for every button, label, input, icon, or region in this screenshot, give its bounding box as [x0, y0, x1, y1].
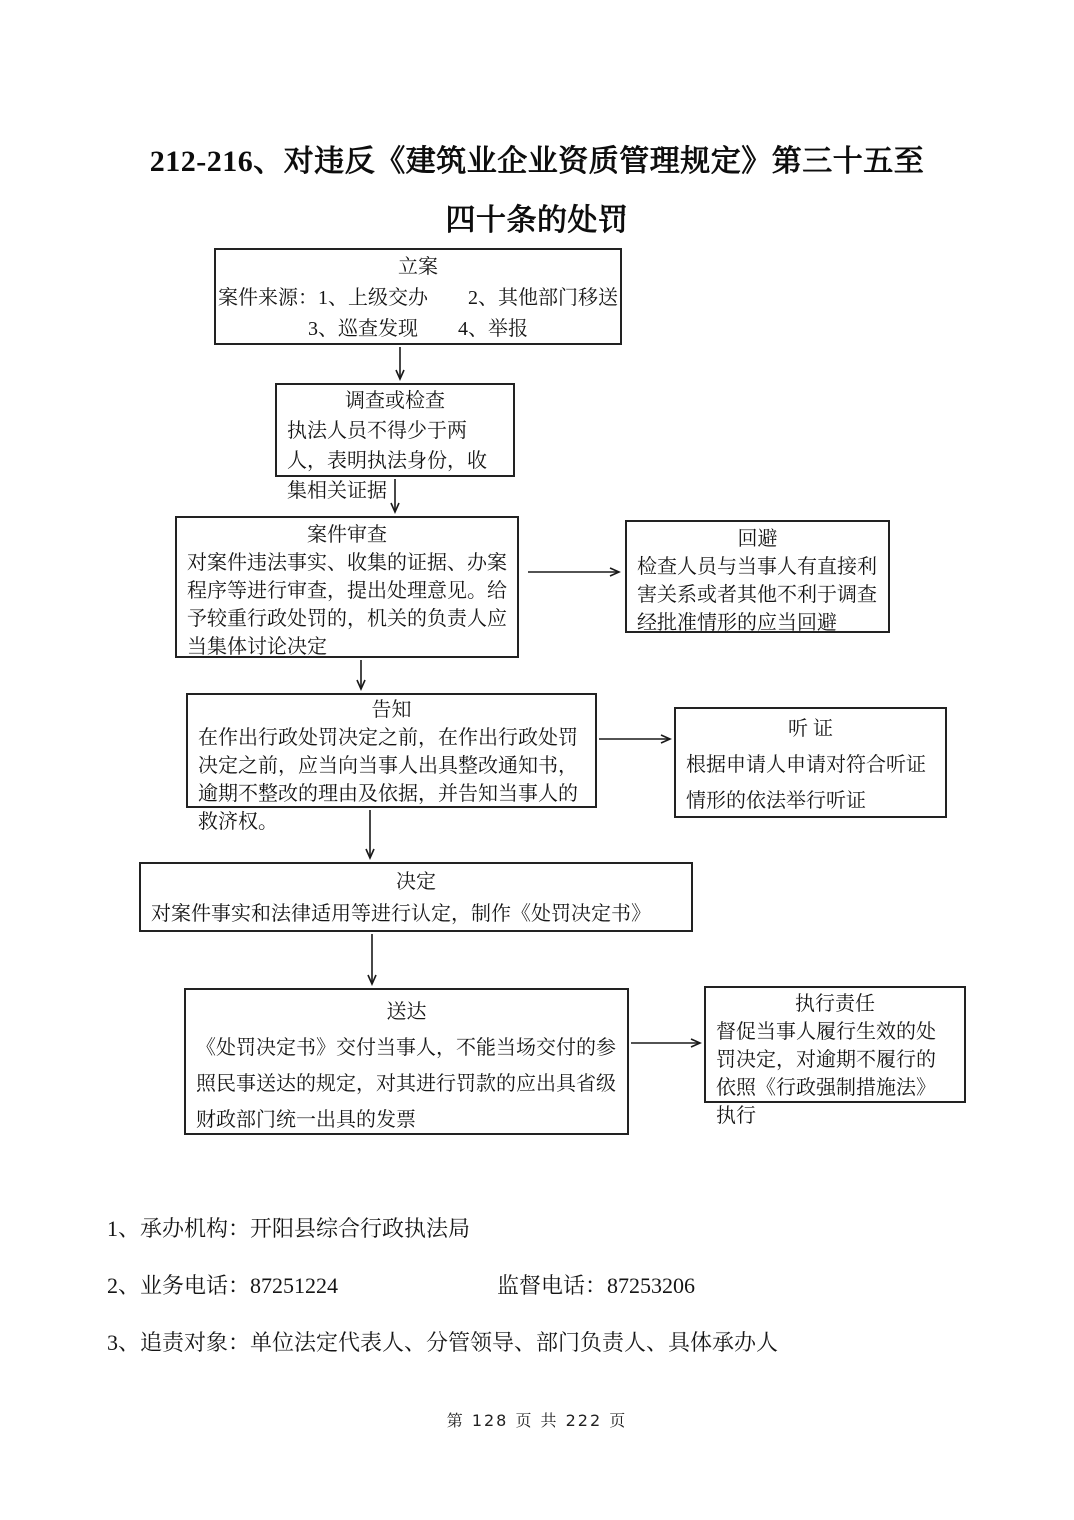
flow-box-line: 案件来源：1、上级交办 2、其他部门移送 — [218, 287, 618, 309]
note-text: 3、追责对象：单位法定代表人、分管领导、部门负责人、具体承办人 — [107, 1330, 779, 1355]
flow-box-title: 听 证 — [788, 718, 833, 740]
flow-box-body: 根据申请人申请对符合听证情形的依法举行听证 — [686, 754, 926, 812]
note-handling-agency — [107, 1214, 1007, 1271]
flow-box-notification — [186, 693, 597, 833]
flow-box-title: 执行责任 — [795, 993, 875, 1015]
note-text: 1、承办机构：开阳县综合行政执法局 — [107, 1216, 471, 1241]
flow-box-body: 督促当事人履行生效的处罚决定，对逾期不履行的依照《行政强制措施法》执行 — [716, 1021, 936, 1127]
flow-box-hearing — [674, 707, 947, 818]
page-title-line2: 四十条的处罚 — [445, 204, 629, 237]
page-title — [0, 132, 1074, 250]
flow-box-body: 对案件违法事实、收集的证据、办案程序等进行审查，提出处理意见。给予较重行政处罚的，机关的负责人应当集体讨论决定 — [187, 552, 507, 658]
flow-box-decision — [139, 862, 693, 932]
flow-box-body: 检查人员与当事人有直接利害关系或者其他不利于调查经批准情形的应当回避 — [637, 556, 877, 634]
footnotes — [107, 1214, 1007, 1385]
note-business-phone: 2、业务电话：87251224 — [107, 1273, 339, 1298]
flow-box-title: 送达 — [386, 1001, 427, 1023]
flow-box-enforcement-duty — [704, 986, 966, 1127]
flow-box-body: 《处罚决定书》交付当事人，不能当场交付的参照民事送达的规定，对其进行罚款的应出具省级财政部门统一出具的发票 — [196, 1037, 616, 1131]
flow-box-title: 决定 — [396, 871, 436, 893]
page-number: 第 128 页 共 222 页 — [446, 1411, 628, 1430]
note-phones — [107, 1271, 1007, 1328]
flow-box-delivery — [184, 988, 629, 1135]
flow-box-title: 回避 — [737, 528, 778, 550]
flow-box-title: 调查或检查 — [345, 390, 445, 412]
page-title-line1: 212-216、对违反《建筑业企业资质管理规定》第三十五至 — [149, 145, 925, 178]
flow-box-investigation — [275, 383, 515, 502]
flow-box-title: 告知 — [371, 699, 412, 721]
note-supervision-phone: 监督电话：87253206 — [497, 1273, 696, 1298]
flow-box-body: 对案件事实和法律适用等进行认定，制作《处罚决定书》 — [151, 903, 651, 925]
flow-box-case-review — [175, 516, 519, 658]
flow-box-line: 3、巡查发现 4、举报 — [308, 318, 528, 340]
note-accountability-targets — [107, 1328, 1007, 1385]
flow-box-body: 执法人员不得少于两人，表明执法身份，收集相关证据 — [287, 420, 487, 502]
flow-box-title: 案件审查 — [307, 524, 387, 546]
flow-box-title: 立案 — [398, 256, 438, 278]
flow-box-filing — [214, 248, 622, 345]
flow-box-body: 在作出行政处罚决定之前，在作出行政处罚决定之前，应当向当事人出具整改通知书，逾期不整改的理由及依据，并告知当事人的救济权。 — [198, 727, 578, 833]
flow-box-recusal — [625, 520, 890, 633]
